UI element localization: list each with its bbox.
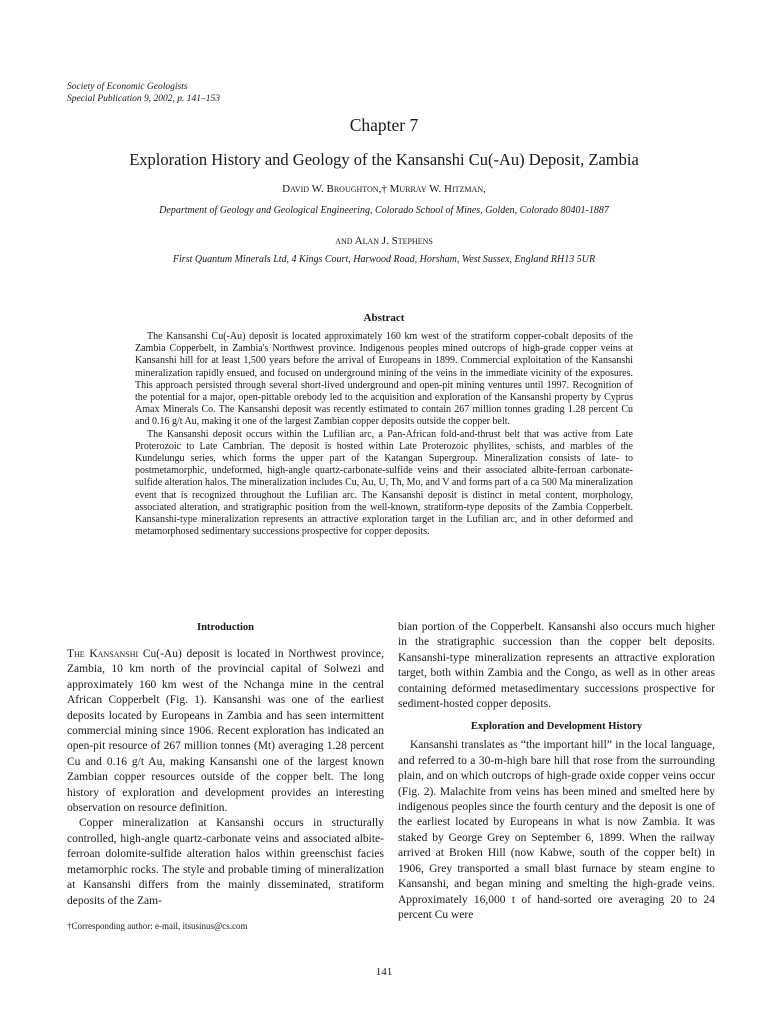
corresponding-author-footnote: †Corresponding author: e-mail, itsusinus@cs.com xyxy=(67,921,248,931)
intro-lead-smallcaps: The Kansanshi xyxy=(67,648,139,660)
intro-paragraph-1 xyxy=(67,647,384,816)
abstract-paragraph-2: The Kansanshi deposit occurs within the Lufilian arc, a Pan-African fold-and-thrust belt that was active from Late Proterozoic to Late Cambrian. The deposit is hosted within Late Proterozoic phyllites, schists, and marbles of the Kundelungu series, which forms the upper part of the Katangan Supergroup. Mineralization consists of late- to postmetamorphic, undeformed, high-angle quartz-carbonate-sulfide veins and their associated albite-ferroan carbonate-sulfide alteration halos. The mineralization includes Cu, Au, U, Th, Mo, and V and forms part of a ca 500 Ma mineralization event that is recognized throughout the Lufilian arc. The Kansanshi deposit is distinct in metal content, morphology, associated alteration, and stratigraphic position from the well-known, stratiform-type deposits of the Zambia Copperbelt. Kansanshi-type mineralization represents an attractive exploration target in the Lufilian arc, and in other deformed and metamorphosed sedimentary successions prospective for copper deposits. xyxy=(135,428,633,538)
left-column xyxy=(67,620,384,909)
authors-line-2: and Alan J. Stephens xyxy=(335,235,433,247)
intro-paragraph-2: Copper mineralization at Kansanshi occurs in structurally controlled, high-angle quartz-carbonate veins and associated albite-ferroan dolomite-sulfide alteration halos within greenschist facies metamorphic rocks. The style and probable timing of mineralization at Kansanshi differs from the mainly disseminated, stratiform deposits of the Zam- xyxy=(67,817,384,907)
society-name: Society of Economic Geologists xyxy=(67,82,188,92)
abstract-paragraph-1: The Kansanshi Cu(-Au) deposit is located approximately 160 km west of the stratiform copper-cobalt deposits of the Zambia Copperbelt, in Zambia's Northwest province. Indigenous peoples mined outcrops of high-grade copper veins at Kansanshi hill for at least 1,500 years before the arrival of Europeans in 1899. Commercial exploitation of the Kansanshi mineralization rapidly ensued, and focused on underground mining of the veins in the immediate vicinity of the exposures. This approach persisted through several short-lived underground and open-pit mining ventures until 1997. Recognition of the potential for a major, open-pittable orebody led to the acquisition and exploration of the Kansanshi property by Cyprus Amax Minerals Co. The Kansanshi deposit was recently estimated to contain 267 million tonnes grading 1.28 percent Cu and 0.16 g/t Au, making it one of the largest Zambian copper deposits outside the copper belt. xyxy=(135,331,633,428)
abstract-heading: Abstract xyxy=(363,312,405,324)
exploration-paragraph-1: Kansanshi translates as “the important hill” in the local language, and referred to a 30-m-high bare hill that rose from the surrounding plain, and on which outcrops of high-grade oxide copper veins occur (Fig. 2). Malachite from veins has been mined and smelted here by indigenous peoples since the fourth century and the deposit is one of the earliest located by Europeans in what is now Zambia. It was staked by George Grey on September 6, 1899. When the railway arrived at Broken Hill (now Kabwe, south of the copper belt) in 1906, Grey transported a small blast furnace by steam engine to Kansanshi, and began mining and smelting the high-grade veins. Approximately 16,000 t of hand-sorted ore averaging 20 to 24 percent Cu were xyxy=(398,739,715,921)
chapter-label: Chapter 7 xyxy=(349,115,419,135)
introduction-heading: Introduction xyxy=(197,622,254,633)
abstract-body xyxy=(135,331,633,538)
paper-title: Exploration History and Geology of the Kansanshi Cu(-Au) Deposit, Zambia xyxy=(129,150,639,169)
publication-info: Special Publication 9, 2002, p. 141–153 xyxy=(67,94,221,104)
exploration-history-heading: Exploration and Development History xyxy=(470,721,643,733)
intro-continuation: bian portion of the Copperbelt. Kansanshi also occurs much higher in the stratigraphic succession than the copper belt deposits. Kansanshi-type mineralization represents an attractive exploration target, both within Zambia and the Congo, as well as in other areas containing deformed metasedimentary successions prospective for sediment-hosted copper deposits. xyxy=(398,621,715,711)
affiliation-1: Department of Geology and Geological Engineering, Colorado School of Mines, Golden, Colorado 80401-1887 xyxy=(159,205,609,216)
right-column xyxy=(398,620,715,923)
series-header xyxy=(67,81,220,105)
page-number: 141 xyxy=(375,966,393,978)
authors-line-1: David W. Broughton,† Murray W. Hitzman, xyxy=(282,183,486,195)
affiliation-2: First Quantum Minerals Ltd, 4 Kings Court, Harwood Road, Horsham, West Sussex, England RH13 5UR xyxy=(172,254,596,265)
intro-paragraph-1-text: Cu(-Au) deposit is located in Northwest province, Zambia, 10 km north of the provincial capital of Solwezi and approximately 160 km west of the Nchanga mine in the central African Copperbelt (Fig. 1). Kansanshi was one of the earliest deposits located by Europeans in Zambia and has seen intermittent commercial mining since 1906. Recent exploration has indicated an open-pit resource of 267 million tonnes (Mt) averaging 1.28 percent Cu and 0.16 g/t Au, making Kansanshi one of the largest known Zambian copper resources outside of the copper belt. The long history of exploration and development provides an interesting observation on resource definition. xyxy=(67,648,384,815)
